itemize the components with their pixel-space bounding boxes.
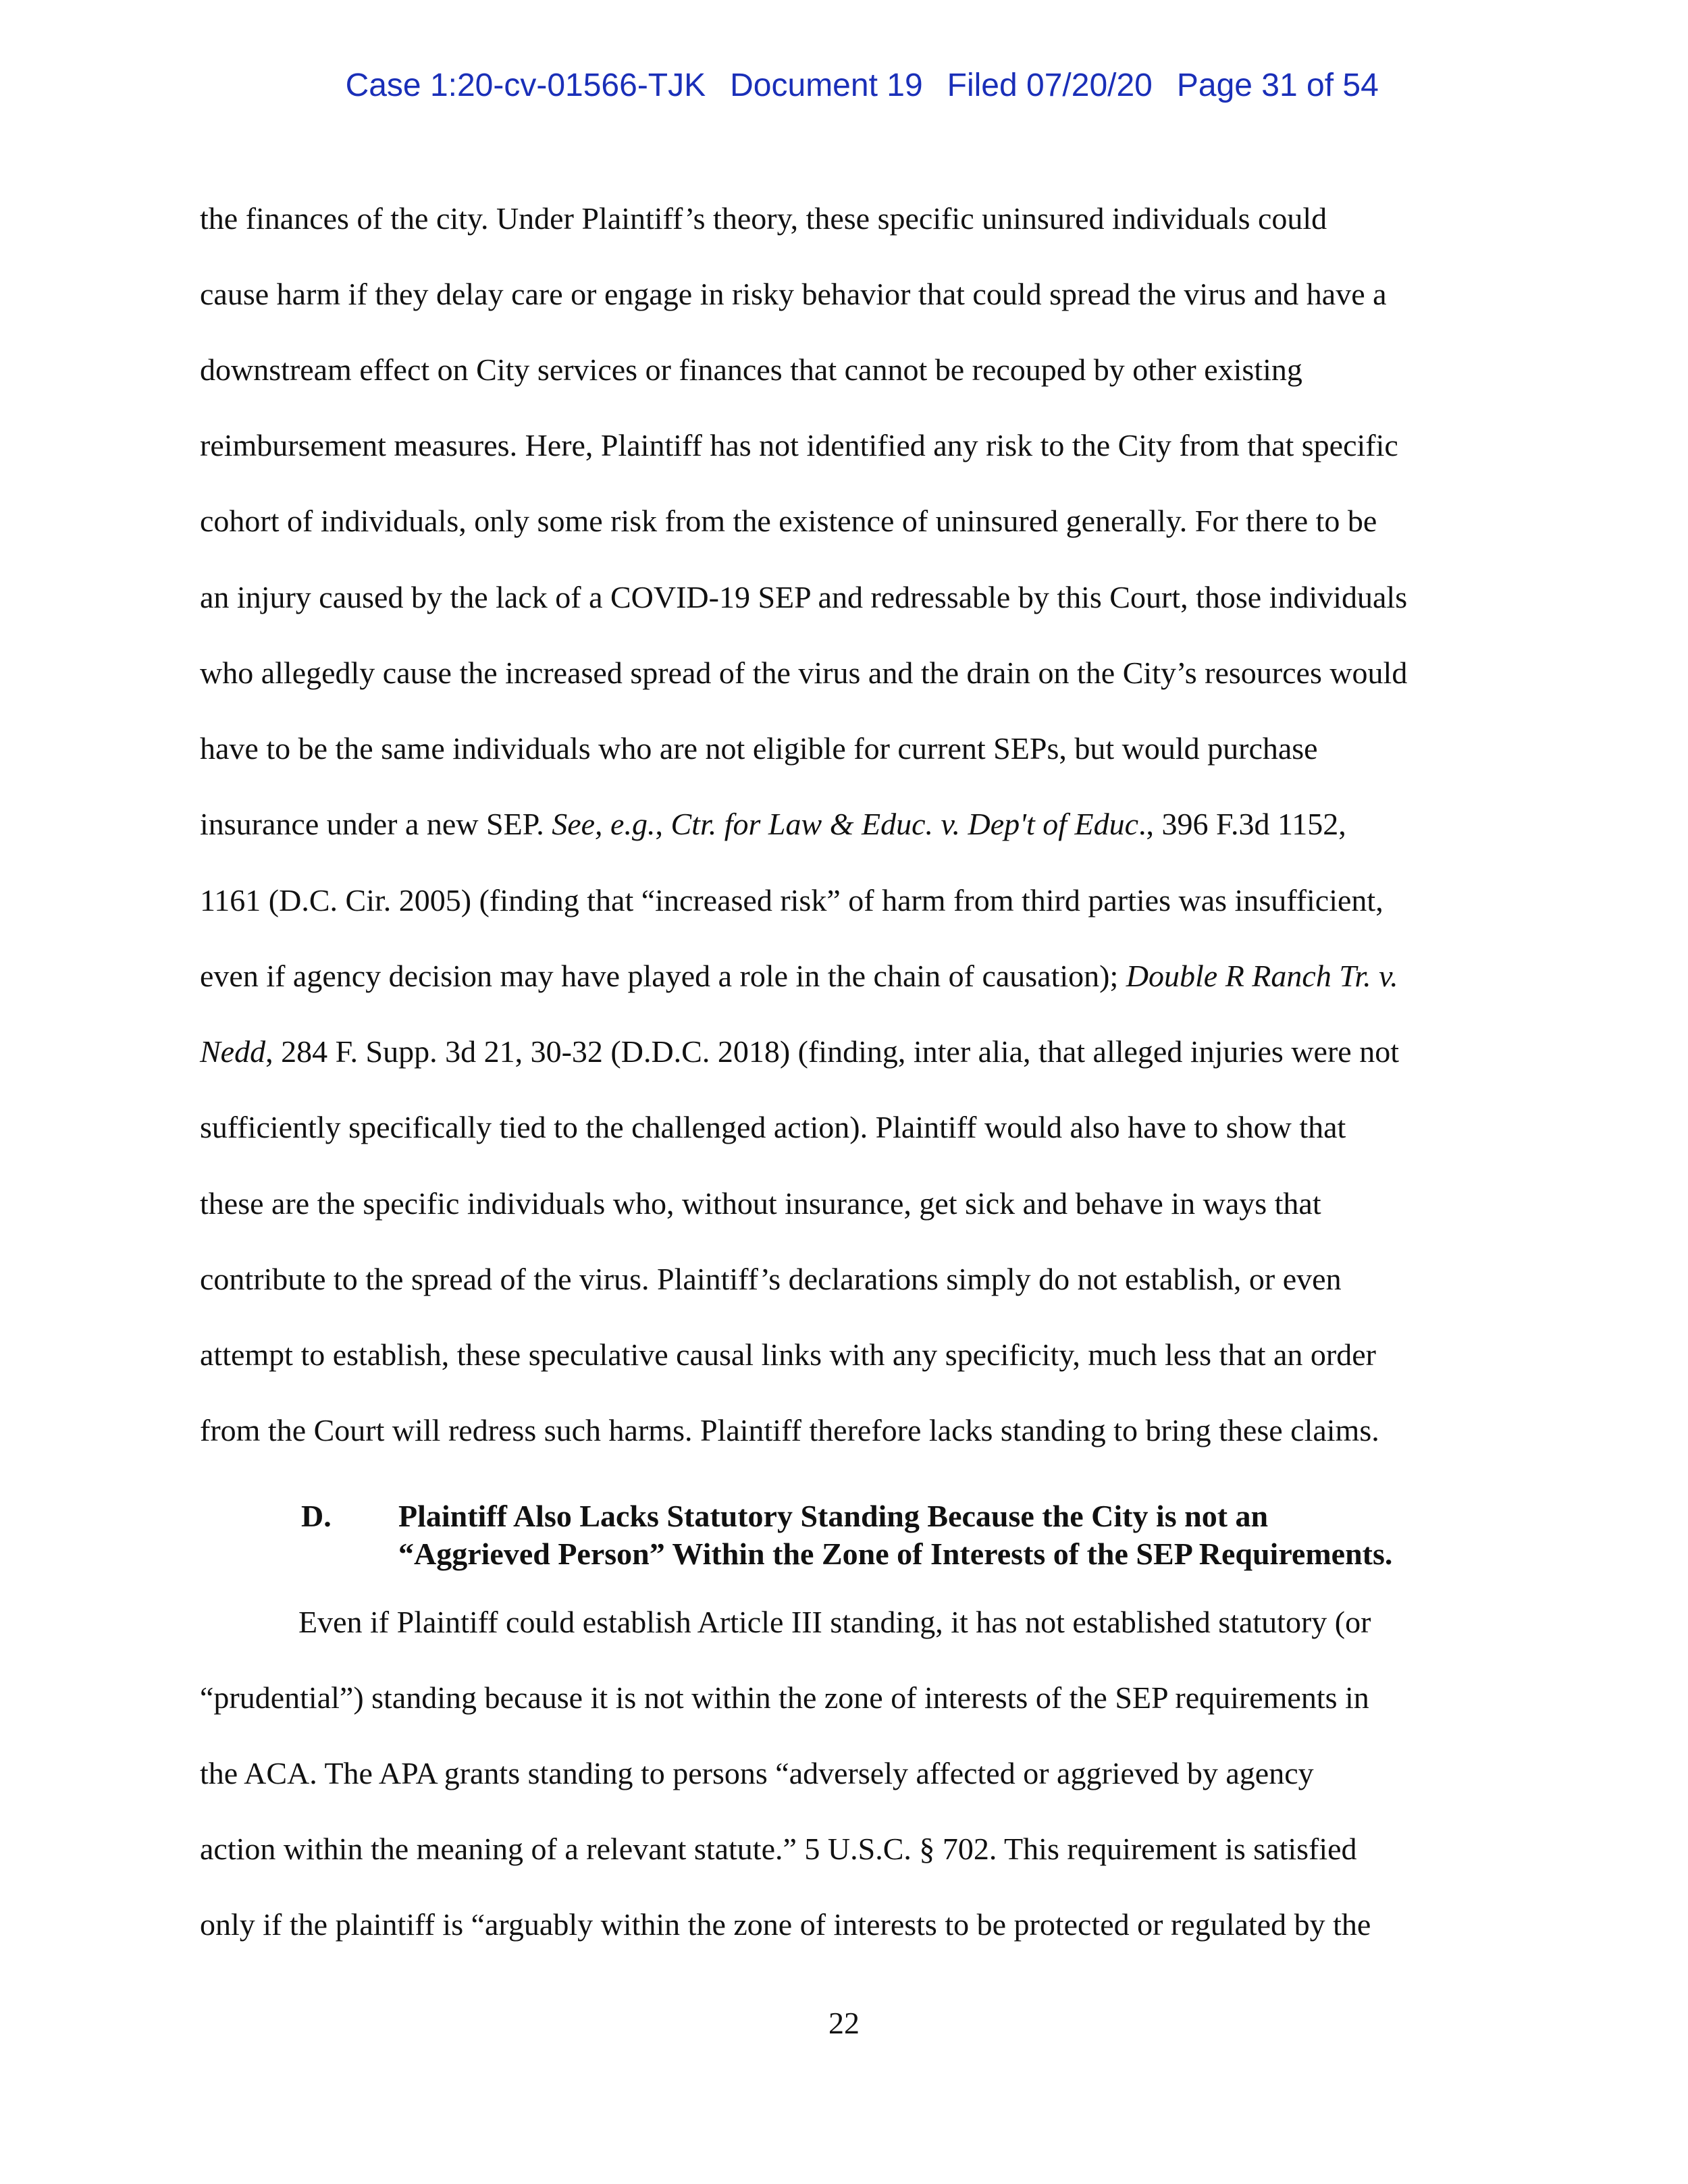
case-name-citation: Ctr. for Law & Educ. v. Dep't of Educ <box>670 807 1139 841</box>
text-line: only if the plaintiff is “arguably within the zone of interests to be protected or regulated by the <box>200 1907 1371 1942</box>
text-run: even if agency decision may have played a role in the chain of causation); <box>200 959 1126 993</box>
text-line: contribute to the spread of the virus. Plaintiff’s declarations simply do not establish, or even <box>200 1262 1342 1296</box>
text-line: “prudential”) standing because it is not within the zone of interests of the SEP requirements in <box>200 1680 1369 1715</box>
citation-reporter: ., 396 F.3d 1152, <box>1138 807 1346 841</box>
case-number: Case 1:20-cv-01566-TJK <box>345 68 706 103</box>
text-run: , 284 F. Supp. 3d 21, 30-32 (D.D.C. 2018) (finding, inter alia, that alleged injuries were not <box>265 1034 1399 1069</box>
document-number: Document 19 <box>730 68 923 103</box>
text-line: downstream effect on City services or finances that cannot be recouped by other existing <box>200 352 1302 387</box>
text-line: the finances of the city. Under Plaintiff’s theory, these specific uninsured individuals could <box>200 201 1327 236</box>
text-line-with-citation <box>200 805 1346 843</box>
text-line: have to be the same individuals who are not eligible for current SEPs, but would purchase <box>200 731 1318 766</box>
signal-see-eg: See, e.g. <box>552 807 656 841</box>
text-line: from the Court will redress such harms. Plaintiff therefore lacks standing to bring these claims. <box>200 1413 1379 1447</box>
text-line: reimbursement measures. Here, Plaintiff has not identified any risk to the City from that specific <box>200 428 1398 462</box>
text-line-with-citation <box>200 1033 1399 1071</box>
text-run: , <box>655 807 671 841</box>
text-line: 1161 (D.C. Cir. 2005) (finding that “increased risk” of harm from third parties was insufficient, <box>200 883 1383 917</box>
text-line: sufficiently specifically tied to the challenged action). Plaintiff would also have to show that <box>200 1110 1346 1144</box>
text-line: action within the meaning of a relevant statute.” 5 U.S.C. § 702. This requirement is satisfied <box>200 1832 1357 1866</box>
text-line: the ACA. The APA grants standing to persons “adversely affected or aggrieved by agency <box>200 1756 1314 1790</box>
text-line: an injury caused by the lack of a COVID-19 SEP and redressable by this Court, those individuals <box>200 580 1408 614</box>
filed-date: Filed 07/20/20 <box>947 68 1153 103</box>
page-of-total: Page 31 of 54 <box>1176 68 1379 103</box>
case-name-citation: Double R Ranch Tr. v. <box>1126 959 1398 993</box>
section-heading-line: Plaintiff Also Lacks Statutory Standing Because the City is not an <box>398 1499 1269 1533</box>
text-line-with-citation <box>200 957 1398 995</box>
text-line: these are the specific individuals who, without insurance, get sick and behave in ways that <box>200 1186 1321 1221</box>
text-line: cohort of individuals, only some risk from the existence of uninsured generally. For there to be <box>200 504 1377 538</box>
ecf-filing-header <box>0 30 1688 141</box>
text-run: insurance under a new SEP. <box>200 807 552 841</box>
text-line: cause harm if they delay care or engage in risky behavior that could spread the virus and have a <box>200 277 1387 311</box>
text-line: attempt to establish, these speculative causal links with any specificity, much less that an order <box>200 1337 1376 1372</box>
text-line: who allegedly cause the increased spread of the virus and the drain on the City’s resources would <box>200 656 1408 690</box>
page-number: 22 <box>828 2006 860 2040</box>
section-heading-line: “Aggrieved Person” Within the Zone of Interests of the SEP Requirements. <box>398 1537 1393 1571</box>
case-name-citation: Nedd <box>200 1034 266 1069</box>
text-line-indented: Even if Plaintiff could establish Article III standing, it has not established statutory (or <box>298 1605 1371 1639</box>
section-letter: D. <box>301 1499 332 1533</box>
